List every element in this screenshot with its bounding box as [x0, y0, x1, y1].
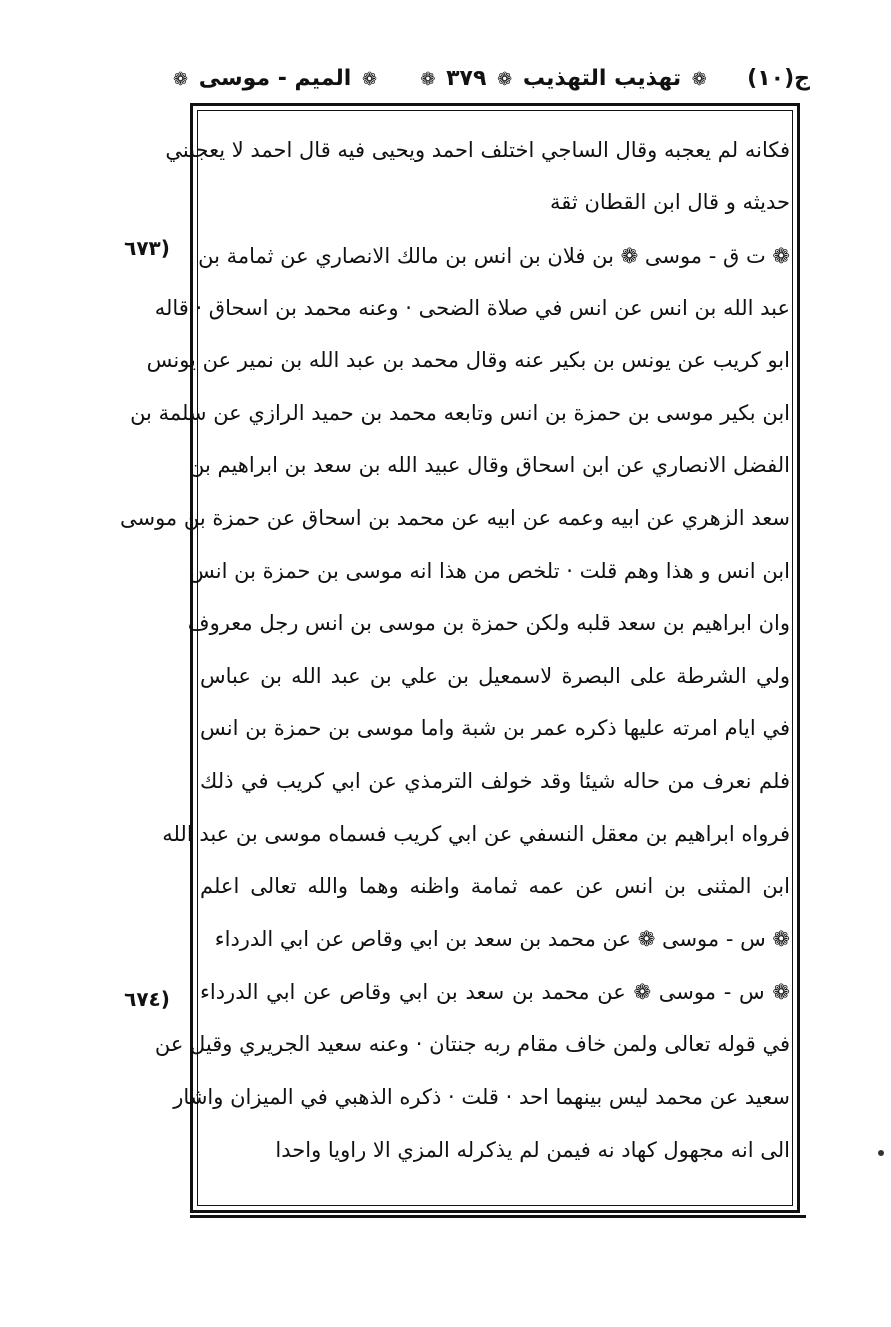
text-line: سعيد عن محمد ليس بينهما احد · قلت · ذكره الذهبي في الميزان واشار — [173, 1085, 790, 1109]
header-title: تهذيب التهذيب — [522, 65, 682, 91]
bottom-rule — [190, 1212, 806, 1218]
ornament-icon: ❁ — [362, 68, 378, 90]
text-line: سعد الزهري عن ابيه وعمه عن ابيه عن محمد بن اسحاق عن حمزة بن موسى — [119, 506, 790, 530]
text-line: ولي الشرطة على البصرة لاسمعيل بن علي بن عبد الله بن عباس — [200, 664, 790, 688]
text-line: حديثه و قال ابن القطان ثقة — [550, 190, 790, 214]
header-volume: ج(١٠) — [747, 65, 810, 91]
text-line: في ايام امرته عليها ذكره عمر بن شبة واما موسى بن حمزة بن انس — [200, 716, 790, 740]
page-header — [170, 58, 810, 98]
ornament-icon: ❁ — [173, 68, 189, 90]
text-line: ابن انس و هذا وهم قلت · تلخص من هذا انه موسى بن حمزة بن انس — [188, 559, 790, 583]
text-line: الى انه مجهول كهاد نه فيمن لم يذكرله المزي الا راويا واحدا — [275, 1138, 790, 1162]
entry-heading-line: ❁ س - موسى ❁ عن محمد بن سعد بن ابي وقاص عن ابي الدرداء — [200, 980, 790, 1004]
text-line: ❁ س - موسى ❁ عن محمد بن سعد بن ابي وقاص عن ابي الدرداء — [214, 927, 790, 951]
header-section: الميم - موسى — [198, 65, 352, 91]
page-mark — [878, 1150, 884, 1156]
header-section-group — [170, 66, 380, 91]
ornament-icon: ❁ — [497, 68, 513, 90]
text-line: فرواه ابراهيم بن معقل النسفي عن ابي كريب فسماه موسى بن عبد الله — [162, 822, 790, 846]
text-line: وان ابراهيم بن سعد قلبه ولكن حمزة بن موسى بن انس رجل معروف — [187, 611, 790, 635]
entry-number: (٦٧٤ — [124, 987, 170, 1011]
header-title-group — [417, 66, 710, 91]
entry-number: (٦٧٣ — [124, 236, 170, 260]
text-line: في قوله تعالى ولمن خاف مقام ربه جنتان · وعنه سعيد الجريري وقيل عن — [154, 1032, 790, 1056]
text-line: فكانه لم يعجبه وقال الساجي اختلف احمد ويحيى فيه قال احمد لا يعجبني — [165, 138, 790, 162]
text-line: ابن المثنى بن انس عن عمه ثمامة واظنه وهما والله تعالى اعلم — [200, 874, 790, 898]
text-line: عبد الله بن انس عن انس في صلاة الضحى · وعنه محمد بن اسحاق · قاله — [154, 296, 790, 320]
text-line: ابو كريب عن يونس بن بكير عنه وقال محمد بن عبد الله بن نمير عن يونس — [146, 348, 790, 372]
page-number: ٣٧٩ — [446, 65, 487, 91]
text-line: الفضل الانصاري عن ابن اسحاق وقال عبيد الله بن سعد بن ابراهيم بن — [188, 453, 790, 477]
ornament-icon: ❁ — [691, 68, 707, 90]
ornament-icon: ❁ — [420, 68, 436, 90]
text-line: فلم نعرف من حاله شيئا وقد خولف الترمذي عن ابي كريب في ذلك — [200, 769, 790, 793]
text-line: ابن بكير موسى بن حمزة بن انس وتابعه محمد بن حميد الرازي عن سلمة بن — [130, 401, 790, 425]
entry-heading-line: ❁ ت ق - موسى ❁ بن فلان بن انس بن مالك الانصاري عن ثمامة بن — [198, 244, 790, 268]
